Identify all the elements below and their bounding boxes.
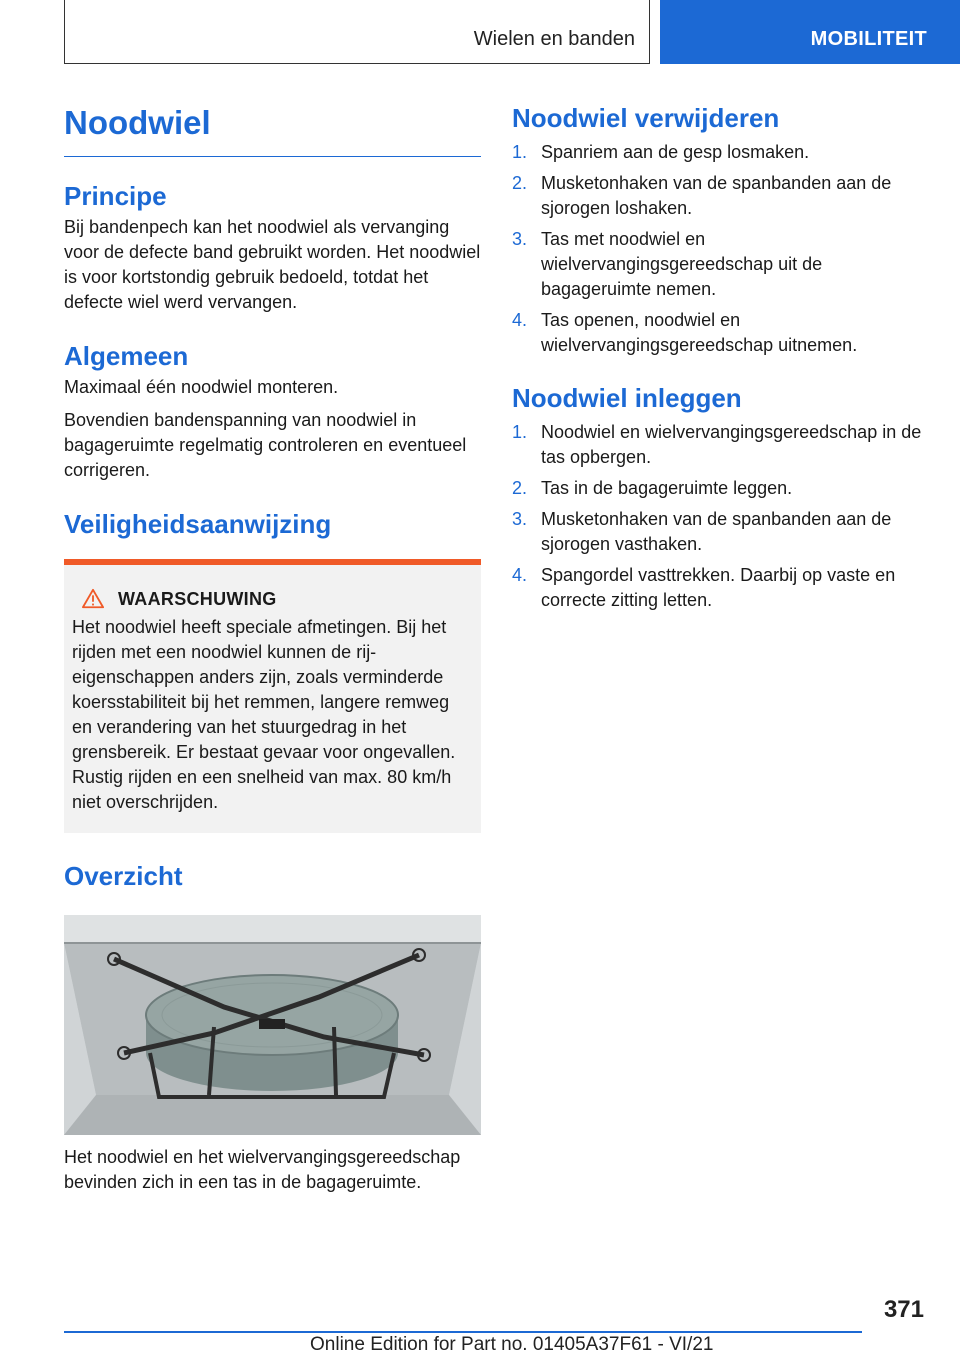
figure-caption: Het noodwiel en het wielvervangingsgereedschap bevinden zich in een tas in de bagageruimte. — [64, 1147, 461, 1192]
footer-divider — [64, 1331, 862, 1333]
step-number: 2. — [512, 478, 528, 498]
algemeen-text-1: Maximaal één noodwiel monteren. — [64, 377, 339, 397]
step-number: 2. — [512, 173, 528, 193]
step-number: 1. — [512, 142, 528, 162]
section-verwijderen — [512, 100, 932, 358]
step-number: 3. — [512, 509, 528, 529]
step-text: Tas openen, noodwiel en wielvervangingsgereedschap uitnemen. — [541, 310, 858, 355]
spare-wheel-illustration — [64, 915, 481, 1135]
section-principe — [64, 179, 481, 315]
algemeen-text-2: Bovendien bandenspanning van noodwiel in bagageruimte regelmatig controleren en eventueel corrigeren. — [64, 410, 467, 480]
heading-algemeen: Algemeen — [64, 341, 189, 371]
warning-header — [72, 585, 473, 613]
list-item — [512, 563, 932, 613]
step-text: Musketonhaken van de spanbanden aan de sjorogen vasthaken. — [541, 509, 892, 554]
header-chapter-title: MOBILITEIT — [810, 28, 927, 50]
step-number: 3. — [512, 229, 528, 249]
list-item — [512, 420, 932, 470]
header-section-title: Wielen en banden — [473, 28, 635, 50]
right-column — [512, 100, 932, 619]
heading-overzicht: Overzicht — [64, 861, 183, 891]
principe-text: Bij bandenpech kan het noodwiel als vervanging voor de defecte band gebruikt worden. Het noodwiel is voor kortstondig gebruik bedoeld, totdat het defecte wiel werd vervangen. — [64, 217, 481, 312]
warning-text: Het noodwiel heeft speciale afmetingen. Bij het rijden met een noodwiel kunnen de rij-eigenschappen anders zijn, zoals verminderde koersstabiliteit bij het remmen, langere remweg en verandering van het stuurgedrag in het grensbereik. Er bestaat gevaar voor ongevallen. Rustig rijden en een snelheid van max. 80 km/h niet overschrijden. — [72, 617, 456, 812]
section-overzicht — [64, 859, 481, 1195]
step-number: 4. — [512, 565, 528, 585]
list-item — [512, 507, 932, 557]
warning-title: WAARSCHUWING — [118, 588, 277, 609]
step-text: Spangordel vasttrekken. Daarbij op vaste en correcte zitting letten. — [541, 565, 896, 610]
list-item — [512, 308, 932, 358]
warning-box — [64, 559, 481, 833]
step-number: 1. — [512, 422, 528, 442]
page-title: Noodwiel — [64, 100, 481, 157]
header-chapter-box — [660, 0, 960, 64]
heading-veiligheid: Veiligheidsaanwijzing — [64, 509, 332, 539]
step-text: Tas in de bagageruimte leggen. — [541, 478, 793, 498]
list-item — [512, 140, 932, 165]
section-inleggen — [512, 380, 932, 613]
steps-verwijderen — [512, 140, 932, 358]
left-column — [64, 100, 481, 1195]
step-text: Musketonhaken van de spanbanden aan de sjorogen loshaken. — [541, 173, 892, 218]
section-algemeen — [64, 339, 481, 483]
steps-inleggen — [512, 420, 932, 613]
footer-edition: Online Edition for Part no. 01405A37F61 - VI/21 — [310, 1334, 714, 1355]
list-item — [512, 171, 932, 221]
heading-principe: Principe — [64, 181, 167, 211]
section-veiligheid — [64, 507, 481, 833]
header-section-box — [64, 0, 650, 64]
warning-triangle-icon — [82, 588, 104, 610]
list-item — [512, 476, 932, 501]
step-number: 4. — [512, 310, 528, 330]
list-item — [512, 227, 932, 302]
heading-verwijderen: Noodwiel verwijderen — [512, 103, 780, 133]
page-number: 371 — [883, 1296, 924, 1323]
heading-inleggen: Noodwiel inleggen — [512, 383, 742, 413]
step-text: Noodwiel en wielvervangingsgereedschap in de tas opbergen. — [541, 422, 922, 467]
step-text: Spanriem aan de gesp losmaken. — [541, 142, 810, 162]
step-text: Tas met noodwiel en wielvervangingsgereedschap uit de bagageruimte nemen. — [541, 229, 823, 299]
